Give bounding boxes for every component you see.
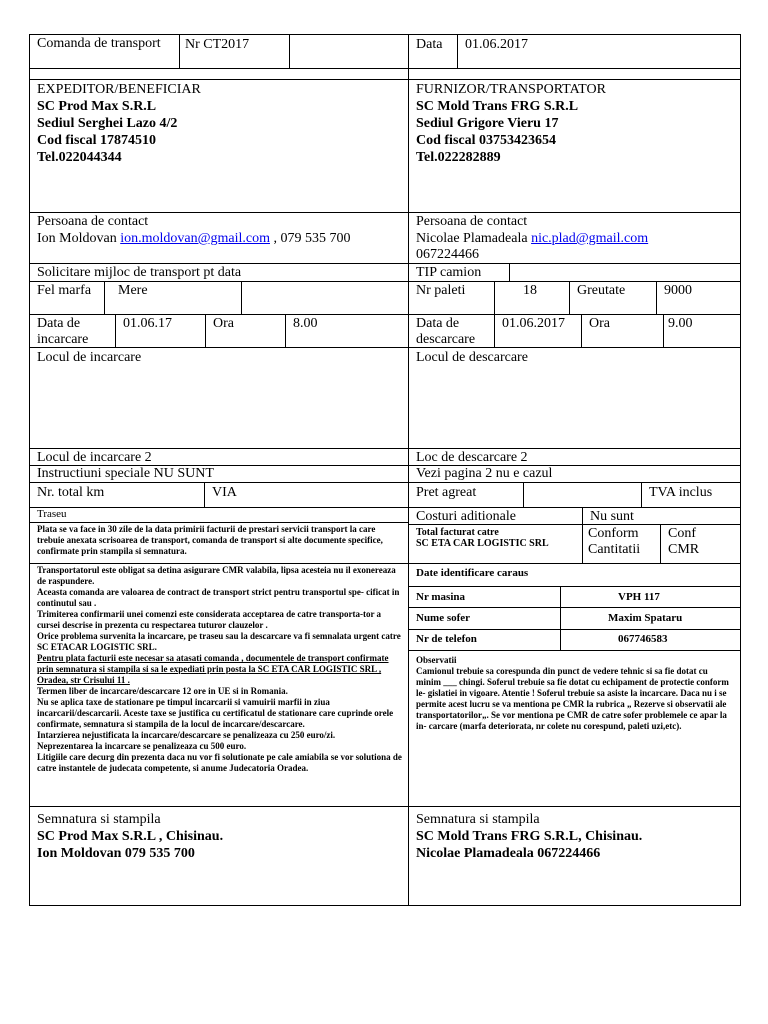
confirm-cmr: Conf CMR — [668, 526, 700, 557]
transport-request-label: Solicitare mijloc de transport pt data — [37, 265, 242, 280]
driver-label: Nume sofer — [416, 612, 471, 624]
plate-label: Nr masina — [416, 591, 465, 603]
goods-label: Fel marfa — [37, 283, 92, 298]
contact-left-phone: , 079 535 700 — [269, 231, 351, 246]
total-km-label: Nr. total km — [37, 485, 105, 500]
weight-value: 9000 — [664, 283, 692, 298]
signature-right-title: Semnatura si stampila — [416, 812, 540, 827]
condition-item: Termen liber de incarcare/descarcare 12 ore in UE si in Romania. — [37, 686, 288, 696]
contact-right-phone: 067224466 — [416, 247, 479, 262]
signature-left-company: SC Prod Max S.R.L , Chisinau. — [37, 829, 224, 844]
driver-phone-value: 067746583 — [618, 633, 668, 645]
contact-left-label: Persoana de contact — [37, 214, 149, 229]
condition-item: Litigiile care decurg din prezenta daca nu vor fi solutionate pe cale amiabila se vor solutiona de catre instantele de judecata competente, si anume Judecatoria Oradea. — [37, 752, 402, 773]
carrier-title: Date identificare caraus — [416, 567, 529, 579]
signature-left-title: Semnatura si stampila — [37, 812, 161, 827]
condition-item: Aceasta comanda are valoarea de contract de transport strict pentru transportul spe- cificat in continutul sau . — [37, 587, 400, 608]
unload-date-label: Data de descarcare — [416, 316, 476, 347]
unload-time-value: 9.00 — [668, 316, 693, 331]
see-page-note: Vezi pagina 2 nu e cazul — [416, 466, 553, 481]
extra-costs-label: Costuri aditionale — [416, 509, 516, 524]
unload-time-label: Ora — [589, 316, 610, 331]
signature-right-company: SC Mold Trans FRG S.R.L, Chisinau. — [416, 829, 643, 844]
load-time-value: 8.00 — [293, 316, 318, 331]
condition-item: Pentru plata facturii este necesar sa atasati comanda , documentele de transport confirmate prin semnatura si stampila si sa le expediati prin posta la SC ETA CAR LOGISTIC SRL , Oradea, str Crisului 11 . — [37, 653, 389, 685]
expeditor-company: SC Prod Max S.R.L — [37, 99, 157, 114]
contact-left-name: Ion Moldovan — [37, 231, 117, 246]
expeditor-address: Sediul Serghei Lazo 4/2 — [37, 116, 178, 131]
via-label: VIA — [212, 485, 237, 500]
furnizor-tax-code: Cod fiscal 03753423654 — [416, 133, 556, 148]
invoice-label: Total facturat catre — [416, 527, 499, 538]
goods-value: Mere — [118, 283, 148, 298]
plate-value: VPH 117 — [618, 591, 660, 603]
date-value: 01.06.2017 — [465, 37, 528, 52]
contact-right-name: Nicolae Plamadeala — [416, 231, 528, 246]
invoice-company: SC ETA CAR LOGISTIC SRL — [416, 538, 549, 549]
furnizor-address: Sediul Grigore Vieru 17 — [416, 116, 559, 131]
signature-left-person: Ion Moldovan 079 535 700 — [37, 846, 195, 861]
vat-label: TVA inclus — [649, 485, 713, 500]
date-label: Data — [416, 37, 443, 52]
payment-terms: Plata se va face in 30 zile de la data primirii facturii de prestari servicii transport la care trebuie anexata scrisoarea de transport, comanda de transport si alte documente specifice, confirmate prin stampila si semnatura. — [37, 524, 383, 556]
condition-item: Orice problema survenita la incarcare, pe traseu sau la descarcare va fi semnalata urgent catre SC ETACAR LOGISTIC SRL. — [37, 631, 401, 652]
expeditor-title: EXPEDITOR/BENEFICIAR — [37, 82, 201, 97]
signature-right-person: Nicolae Plamadeala 067224466 — [416, 846, 601, 861]
special-instructions: Instructiuni speciale NU SUNT — [37, 466, 214, 481]
load-date-label: Data de incarcare — [37, 316, 89, 347]
furnizor-phone: Tel.022282889 — [416, 150, 501, 165]
load-place-label: Locul de incarcare — [37, 350, 142, 365]
pallets-value: 18 — [523, 283, 537, 298]
observations-text: Camionul trebuie sa corespunda din punct de vedere tehnic si sa fie dotat cu minim ___ chingi. Soferul trebuie sa fie dotat cu echipament de protectie conform le- gislatiei in vigoare. Atentie ! Soferul trebuie sa asiste la incarcare. Daca nu i se permite acest lucru se va mentiona pe CMR la rubrica „ Rezerve si observatii ale transportatorilor„. Se vor mentiona pe CMR de catre sofer problemele ce apar la in- carcare (marfa deteriorata, nr colete nu corespund, paleti uzi,etc). — [416, 666, 729, 731]
condition-item: Trimiterea confirmarii unei comenzi este considerata acceptarea de catre transporta-tor a cursei descrise in prezenta cu respectarea tuturor clauzelor . — [37, 609, 382, 630]
driver-phone-label: Nr de telefon — [416, 633, 477, 645]
furnizor-company: SC Mold Trans FRG S.R.L — [416, 99, 579, 114]
pallets-label: Nr paleti — [416, 283, 466, 298]
driver-value: Maxim Spataru — [608, 612, 683, 624]
unload-place2-label: Loc de descarcare 2 — [416, 450, 528, 465]
conditions-list — [37, 565, 403, 774]
condition-item: Neprezentarea la incarcare se penalizeaza cu 500 euro. — [37, 741, 247, 751]
furnizor-title: FURNIZOR/TRANSPORTATOR — [416, 82, 606, 97]
order-number: Nr CT2017 — [185, 37, 250, 52]
price-label: Pret agreat — [416, 485, 477, 500]
confirm-quantity: Conform Cantitatii — [588, 526, 641, 557]
weight-label: Greutate — [577, 283, 626, 298]
truck-type-label: TIP camion — [416, 265, 482, 280]
contact-left-line — [37, 231, 350, 247]
condition-item: Transportatorul este obligat sa detina asigurare CMR valabila, lipsa acesteia nu il exonereaza de raspundere. — [37, 565, 396, 586]
unload-date-value: 01.06.2017 — [502, 316, 565, 331]
condition-item: Intarzierea nejustificata la incarcare/descarcare se penalizeaza cu 250 euro/zi. — [37, 730, 336, 740]
expeditor-phone: Tel.022044344 — [37, 150, 122, 165]
expeditor-tax-code: Cod fiscal 17874510 — [37, 133, 156, 148]
observations-title: Observatii — [416, 655, 457, 665]
contact-right-label: Persoana de contact — [416, 214, 528, 229]
condition-item: Nu se aplica taxe de stationare pe timpul incarcarii si vamuirii marfii in ziua incarcarii/descarcarii. Aceste taxe se justifica cu certificatul de stationare care cuprinde orele confirmate, semnatura si stampila de la locul de incarcare/descarcare. — [37, 697, 394, 729]
load-date-value: 01.06.17 — [123, 316, 172, 331]
contact-right-email-link[interactable]: nic.plad@gmail.com — [531, 231, 649, 246]
unload-place-label: Locul de descarcare — [416, 350, 528, 365]
order-label: Comanda de transport — [37, 36, 161, 51]
load-place2-label: Locul de incarcare 2 — [37, 450, 152, 465]
extra-costs-value: Nu sunt — [590, 509, 634, 524]
contact-left-email-link[interactable]: ion.moldovan@gmail.com — [120, 231, 270, 246]
route-label: Traseu — [37, 508, 67, 520]
contact-right-line — [416, 231, 648, 247]
load-time-label: Ora — [213, 316, 234, 331]
